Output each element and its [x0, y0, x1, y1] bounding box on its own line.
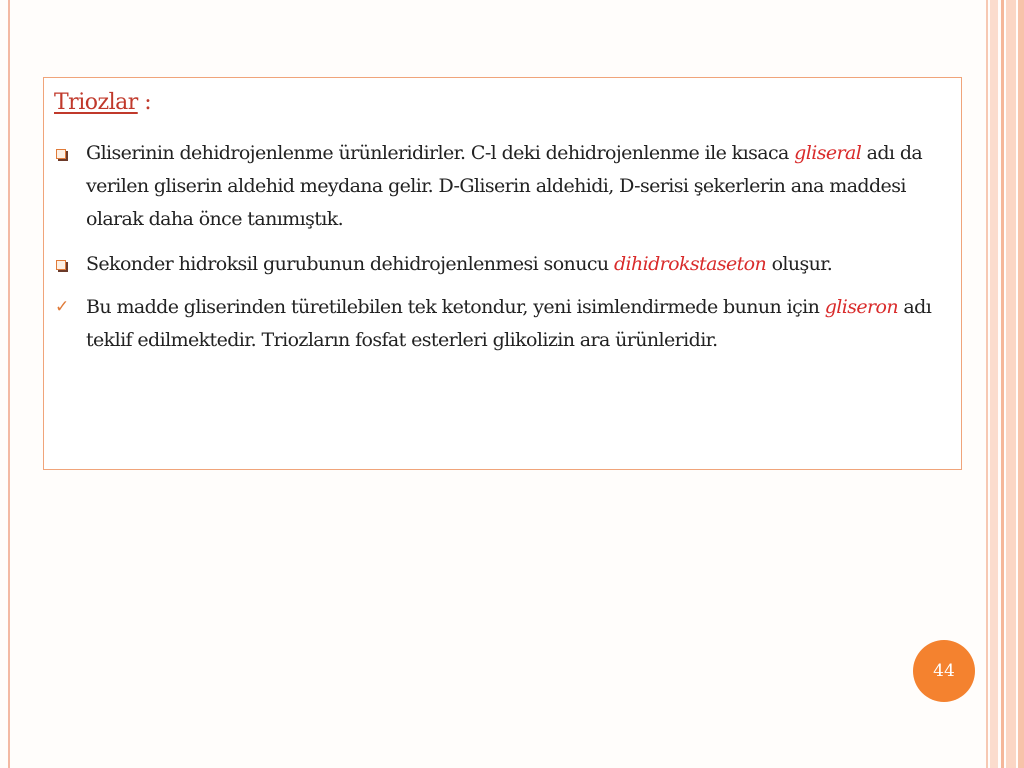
heading-title: Triozlar [54, 90, 138, 115]
stripe [1006, 0, 1016, 768]
stripe [1001, 0, 1004, 768]
text-segment: Sekonder hidroksil gurubunun dehidrojenlenmesi sonucu [86, 253, 614, 275]
stripe [1018, 0, 1024, 768]
bullet-item-gliseral [54, 137, 954, 236]
square-bullet-icon [56, 260, 66, 270]
text-segment: Gliserinin dehidrojenlenme ürünleridirler. C-l deki dehidrojenlenme ile kısaca [86, 142, 795, 164]
highlight-term: gliseral [794, 142, 862, 164]
bullet-text [86, 137, 954, 236]
checkmark-icon: ✓ [55, 297, 69, 317]
slide-heading [54, 90, 151, 115]
highlight-term: dihidrokstaseton [613, 253, 767, 275]
bullet-text [86, 248, 954, 281]
highlight-term: gliseron [824, 296, 898, 318]
stripe [990, 0, 998, 768]
content-box [43, 77, 962, 470]
text-segment: oluşur. [766, 253, 833, 275]
bullet-text [86, 291, 954, 357]
text-segment: Bu madde gliserinden türetilebilen tek ketondur, yeni isimlendirmede bunun için [86, 296, 825, 318]
text-segment: adı teklif edilmektedir. Triozların fosfat esterleri glikolizin ara ürünleridir. [86, 296, 932, 351]
bullet-item-gliseron [54, 291, 954, 357]
text-segment: adı da verilen gliserin aldehid meydana gelir. D-Gliserin aldehidi, D-serisi şekerlerin ana maddesi olarak daha önce tanımıştık. [86, 142, 923, 230]
heading-colon: : [137, 90, 152, 115]
page-number-badge: 44 [913, 640, 975, 702]
stripe [986, 0, 988, 768]
decorative-stripes [982, 0, 1024, 768]
bullet-item-dihidrokstaseton [54, 248, 954, 281]
square-bullet-icon [56, 149, 66, 159]
left-border-line [8, 0, 10, 768]
